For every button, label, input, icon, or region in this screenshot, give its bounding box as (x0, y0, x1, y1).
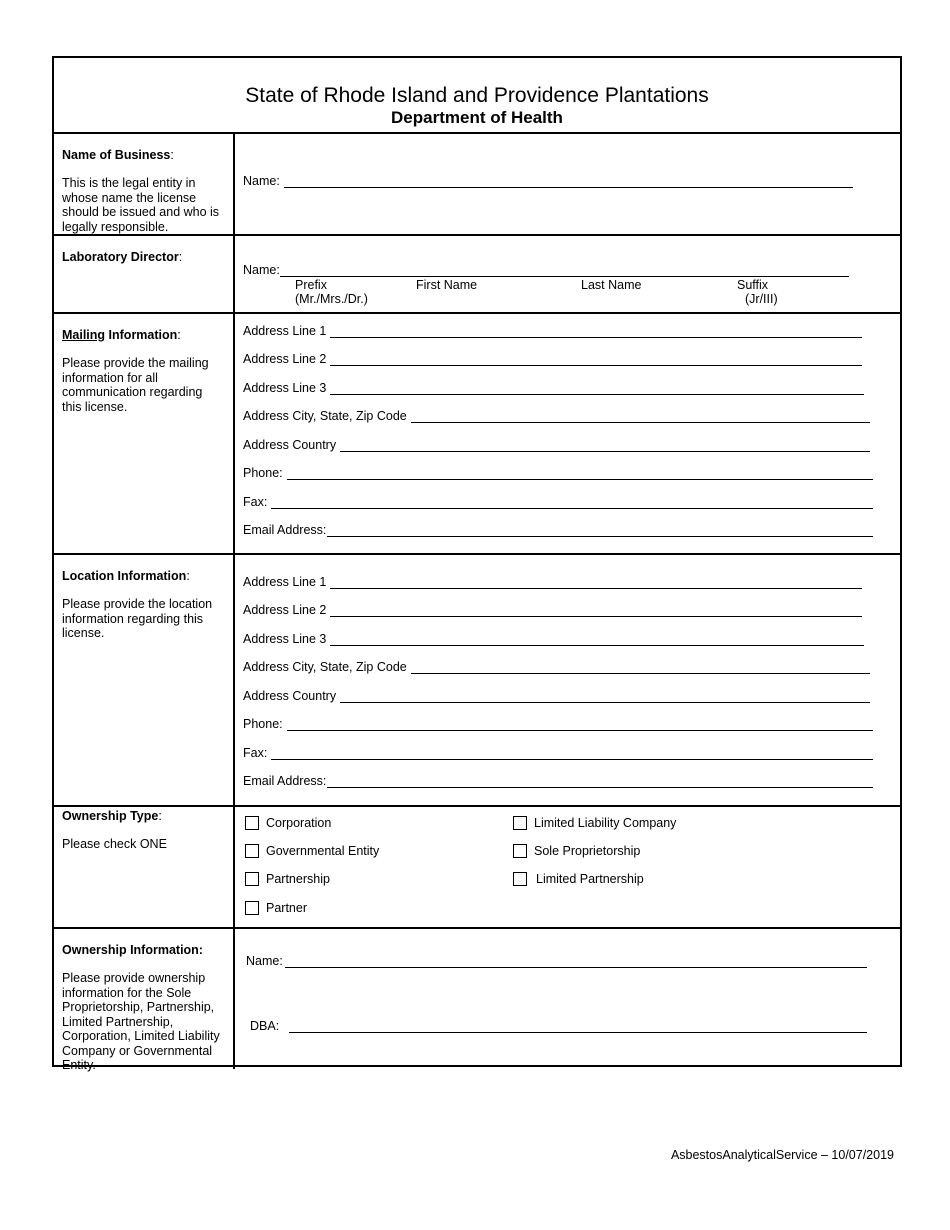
ownership-info-description: Please provide ownership information for the Sole Proprietorship, Partnership, Limited Partnership, Corporation, Limited Liability Company or Governmental Entity. (62, 971, 220, 1072)
footer-form-id: AsbestosAnalyticalService – 10/07/2019 (670, 1148, 894, 1162)
location-fax[interactable] (243, 746, 873, 760)
ownership-type-section (54, 805, 900, 927)
mailing-colon: : (177, 328, 181, 342)
mailing-section (54, 312, 900, 553)
mailing-field-label: Address Country (243, 438, 337, 452)
location-field-label: Address Line 2 (243, 603, 327, 617)
checkbox-limited-liability-company[interactable] (513, 816, 676, 830)
suffix-caption (737, 278, 778, 306)
mailing-fax[interactable] (243, 495, 873, 509)
business-name-label: Name: (243, 174, 280, 188)
business-label-cell (54, 134, 235, 234)
dba-label: DBA: (250, 1019, 280, 1033)
form-header (54, 58, 900, 132)
location-field-label: Address Line 1 (243, 575, 327, 589)
location-field-line[interactable] (411, 663, 870, 674)
suffix-hint: (Jr/III) (745, 292, 778, 306)
mailing-field-label: Address Line 3 (243, 381, 327, 395)
location-field-line[interactable] (340, 692, 870, 703)
owner-name-label: Name: (246, 954, 283, 968)
checkbox-box[interactable] (513, 816, 527, 830)
checkbox-corporation[interactable] (245, 816, 331, 830)
mailing-field-label: Address Line 2 (243, 352, 327, 366)
suffix-label: Suffix (737, 278, 769, 292)
mailing-address-line-2[interactable] (243, 352, 862, 366)
department-title: Department of Health (391, 108, 563, 127)
mailing-field-line[interactable] (330, 384, 864, 395)
checkbox-label: Governmental Entity (266, 844, 380, 858)
mailing-field-line[interactable] (340, 441, 870, 452)
checkbox-box[interactable] (513, 872, 527, 886)
prefix-caption (295, 278, 368, 306)
checkbox-label: Sole Proprietorship (534, 844, 641, 858)
location-description: Please provide the location information regarding this license. (62, 597, 213, 640)
mailing-field-line[interactable] (330, 355, 862, 366)
last-name-caption: Last Name (581, 278, 642, 292)
business-section (54, 132, 900, 234)
mailing-city-state-zip[interactable] (243, 409, 870, 423)
checkbox-partnership[interactable] (245, 872, 330, 886)
location-field-line[interactable] (330, 578, 862, 589)
location-email[interactable] (243, 774, 873, 788)
checkbox-box[interactable] (245, 872, 259, 886)
ownership-info-label: Ownership Information: (62, 943, 203, 957)
checkbox-label: Partner (266, 901, 307, 915)
checkbox-label: Limited Partnership (536, 872, 644, 886)
ownership-info-label-cell (54, 929, 235, 1072)
location-country[interactable] (243, 689, 870, 703)
checkbox-box[interactable] (513, 844, 527, 858)
ownership-info-section (54, 927, 900, 1072)
owner-name-field[interactable] (246, 954, 867, 968)
checkbox-box[interactable] (245, 844, 259, 858)
mailing-field-label: Address Line 1 (243, 324, 327, 338)
mailing-label-underlined: Mailing (62, 328, 106, 342)
location-field-line[interactable] (271, 749, 873, 760)
business-name-line[interactable] (284, 177, 853, 188)
location-address-line-2[interactable] (243, 603, 862, 617)
business-name-field[interactable] (243, 174, 853, 188)
location-field-line[interactable] (327, 777, 873, 788)
state-title: State of Rhode Island and Providence Plantations (245, 84, 709, 107)
checkbox-label: Limited Liability Company (534, 816, 677, 830)
director-name-field[interactable] (243, 263, 849, 277)
mailing-address-line-3[interactable] (243, 381, 864, 395)
license-form (52, 56, 902, 1072)
mailing-field-line[interactable] (327, 526, 873, 537)
mailing-description: Please provide the mailing information for all communication regarding this license. (62, 356, 209, 414)
checkbox-governmental-entity[interactable] (245, 844, 379, 858)
first-name-caption: First Name (416, 278, 478, 292)
location-phone[interactable] (243, 717, 873, 731)
checkbox-label: Corporation (266, 816, 332, 830)
location-colon: : (186, 569, 190, 583)
location-field-line[interactable] (287, 720, 873, 731)
location-field-label: Phone: (243, 717, 283, 731)
location-address-line-1[interactable] (243, 575, 862, 589)
mailing-email[interactable] (243, 523, 873, 537)
location-field-label: Email Address: (243, 774, 327, 788)
location-label: Location Information (62, 569, 187, 583)
location-label-cell (54, 555, 235, 805)
location-field-label: Fax: (243, 746, 268, 760)
business-label: Name of Business (62, 148, 171, 162)
mailing-field-label: Phone: (243, 466, 283, 480)
director-section (54, 234, 900, 312)
business-colon: : (170, 148, 174, 162)
mailing-field-label: Address City, State, Zip Code (243, 409, 407, 423)
mailing-phone[interactable] (243, 466, 873, 480)
director-label: Laboratory Director (62, 250, 179, 264)
mailing-field-label: Email Address: (243, 523, 327, 537)
ownership-type-description: Please check ONE (62, 837, 167, 851)
mailing-field-line[interactable] (330, 327, 862, 338)
checkbox-label: Partnership (266, 872, 330, 886)
checkbox-sole-proprietorship[interactable] (513, 844, 640, 858)
mailing-field-line[interactable] (287, 469, 873, 480)
location-field-line[interactable] (330, 606, 862, 617)
location-city-state-zip[interactable] (243, 660, 870, 674)
location-section (54, 553, 900, 805)
mailing-field-line[interactable] (411, 412, 870, 423)
director-name-label: Name: (243, 263, 280, 277)
location-field-line[interactable] (330, 635, 864, 646)
mailing-country[interactable] (243, 438, 870, 452)
ownership-type-label-cell (54, 807, 235, 927)
dba-field[interactable] (250, 1019, 867, 1033)
prefix-label: Prefix (295, 278, 327, 292)
ownership-type-label: Ownership Type (62, 809, 159, 823)
location-field-label: Address City, State, Zip Code (243, 660, 407, 674)
business-description: This is the legal entity in whose name the license should be issued and who is legally responsible. (62, 176, 220, 234)
mailing-field-line[interactable] (271, 498, 873, 509)
checkbox-partner[interactable] (245, 901, 307, 915)
dba-line[interactable] (289, 1020, 867, 1033)
mailing-label-cell (54, 314, 235, 553)
director-name-line[interactable] (280, 266, 849, 277)
checkbox-limited-partnership[interactable] (513, 872, 644, 886)
prefix-hint: (Mr./Mrs./Dr.) (295, 292, 368, 306)
mailing-address-line-1[interactable] (243, 324, 862, 338)
ownership-type-colon: : (158, 809, 162, 823)
checkbox-box[interactable] (245, 816, 259, 830)
checkbox-box[interactable] (245, 901, 259, 915)
location-field-label: Address Line 3 (243, 632, 327, 646)
mailing-label: Information (105, 328, 178, 342)
director-colon: : (178, 250, 183, 264)
mailing-field-label: Fax: (243, 495, 268, 509)
location-field-label: Address Country (243, 689, 337, 703)
owner-name-line[interactable] (285, 957, 867, 968)
location-address-line-3[interactable] (243, 632, 864, 646)
director-label-cell (54, 236, 235, 312)
